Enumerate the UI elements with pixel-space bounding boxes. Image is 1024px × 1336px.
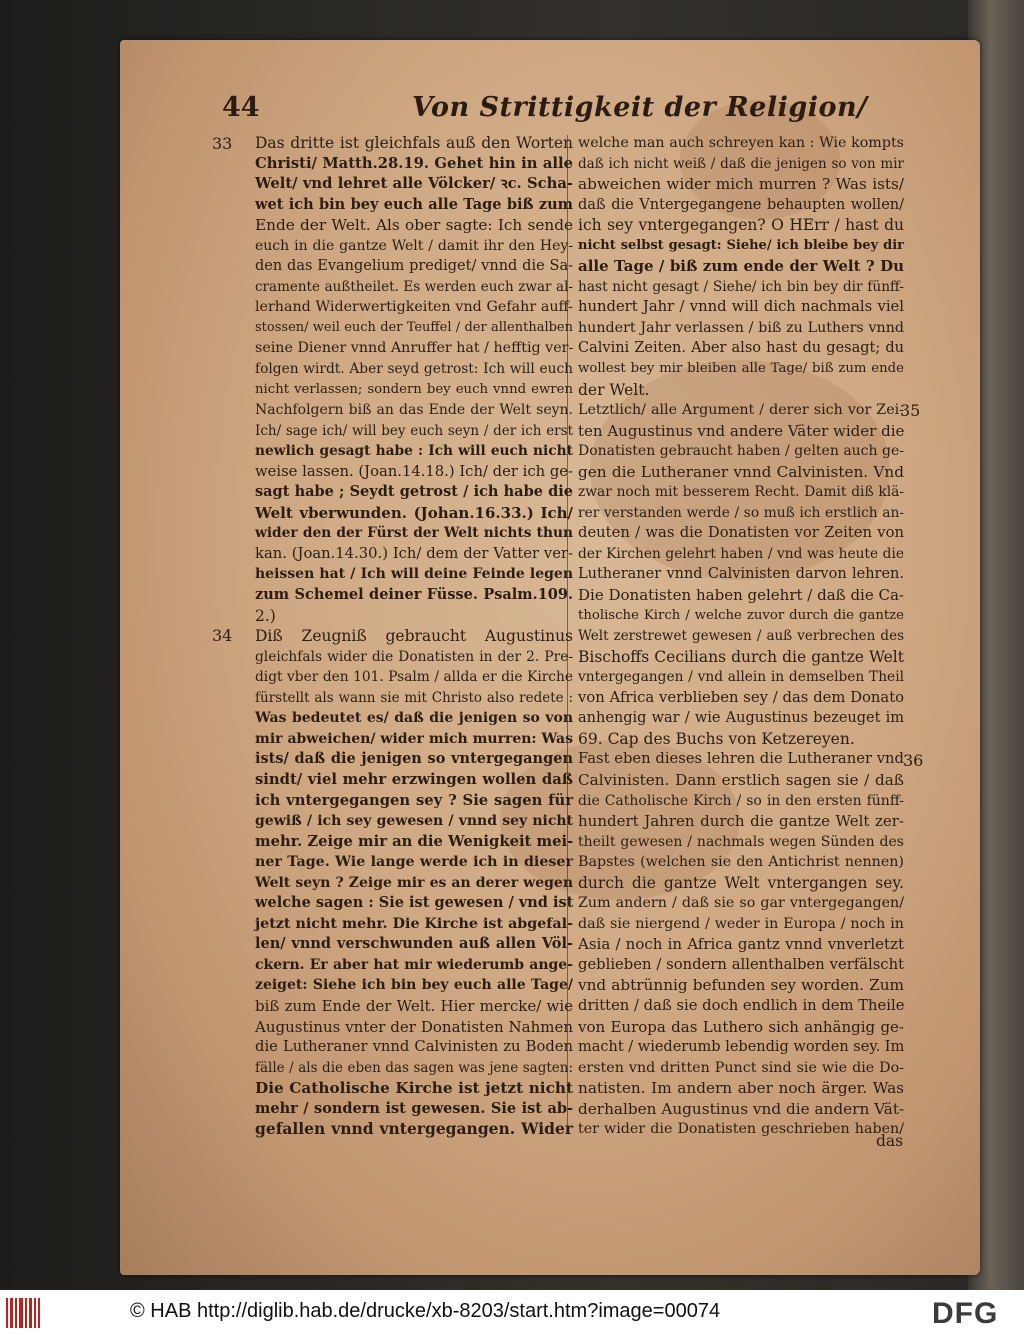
text-line: jetzt nicht mehr. Die Kirche ist abgefal- — [255, 915, 573, 932]
text-line: macht / wiederumb lebendig worden sey. Im — [578, 1039, 905, 1056]
text-line: abweichen wider mich murren ? Was ists/ — [578, 175, 904, 194]
text-line: welche sagen : Sie ist gewesen / vnd ist — [255, 894, 574, 912]
text-line: folgen wirdt. Aber seyd getrost: Ich will euch — [255, 361, 573, 378]
text-line: dritten / daß sie doch endlich in dem Theile — [578, 996, 905, 1014]
margin-number: 36 — [903, 751, 924, 770]
text-line: Nachfolgern biß an das Ende der Welt seyn. — [255, 402, 573, 419]
text-line: len/ vnnd verschwunden auß allen Völ- — [255, 935, 573, 953]
text-line: derhalben Augustinus vnd die andern Vät- — [578, 1099, 905, 1118]
text-line: hundert Jahr verlassen / biß zu Luthers vnnd — [578, 319, 904, 336]
text-line: Welt zerstrewet gewesen / auß verbrechen des — [578, 628, 904, 645]
text-line: deuten / was die Donatisten vor Zeiten von — [578, 524, 904, 542]
text-line: mehr. Zeige mir an die Wenigkeit mei- — [255, 832, 574, 850]
text-line: theilt gewesen / nachmals wegen Sünden des — [578, 833, 904, 850]
text-line: Calvini Zeiten. Aber also hast du gesagt; du — [578, 340, 904, 357]
text-line: ersten vnd dritten Punct sind sie wie die Do- — [578, 1059, 904, 1076]
text-line: natisten. Im andern aber noch ärger. Was — [578, 1079, 904, 1098]
text-line: gleichfals wider die Donatisten in der 2. Pre- — [255, 648, 573, 665]
text-line: ckern. Er aber hat mir wiederumb ange- — [255, 956, 573, 973]
left-text-column — [255, 133, 573, 1140]
text-line: hundert Jahren durch die gantze Welt zer- — [578, 812, 904, 831]
text-line: hundert Jahr / vnnd will dich nachmals viel — [578, 298, 904, 316]
text-line: Calvinisten. Dann erstlich sagen sie / daß — [578, 770, 904, 789]
text-line: nicht selbst gesagt: Siehe/ ich bleibe bey dir — [578, 237, 904, 253]
catchword: das — [876, 1132, 904, 1150]
text-line: stossen/ weil euch der Teuffel / der allenthalben — [255, 319, 573, 335]
text-line: digt vber den 101. Psalm / allda er die Kirche — [255, 669, 573, 686]
text-line: cramente außtheilet. Es werden euch zwar al- — [255, 278, 573, 295]
text-line: heissen hat / Ich will deine Feinde legen — [255, 566, 573, 583]
text-line: seine Diener vnnd Anruffer hat / hefftig ver- — [255, 340, 574, 357]
text-line: ists/ daß die jenigen so vntergegangen — [255, 750, 573, 768]
text-line: mehr / sondern ist gewesen. Sie ist ab- — [255, 1099, 573, 1117]
margin-number: 33 — [212, 134, 233, 153]
text-line: mir abweichen/ wider mich murren: Was — [255, 730, 573, 747]
margin-number: 35 — [900, 401, 921, 420]
text-line: rer verstanden werde / so muß ich erstlich an- — [578, 504, 904, 521]
text-line: der Kirchen gelehrt haben / vnd was heute die — [578, 545, 904, 562]
text-line: Bischoffs Cecilians durch die gantze Welt — [578, 647, 904, 666]
text-line: Lutheraner vnnd Calvinisten darvon lehren. — [578, 566, 904, 583]
text-line: alle Tage / biß zum ende der Welt ? Du — [578, 257, 904, 276]
text-line: vntergegangen / vnd allein in demselben Theil — [578, 669, 904, 686]
text-line: welche man auch schreyen kan : Wie kompts — [578, 135, 904, 151]
text-line: lerhand Widerwertigkeiten vnd Gefahr auff- — [255, 299, 573, 316]
text-line: anhengig war / wie Augustinus bezeuget im — [578, 710, 904, 727]
text-line: ter wider die Donatisten geschrieben haben/ — [578, 1121, 904, 1138]
text-line: Letztlich/ alle Argument / derer sich vor Zei- — [578, 402, 904, 419]
footer-bar — [0, 1290, 1024, 1336]
text-line: euch in die gantze Welt / damit ihr den Hey- — [255, 237, 573, 254]
text-line: zwar noch mit besserem Recht. Damit diß klä- — [578, 484, 904, 501]
text-line: gewiß / ich sey gewesen / vnnd sey nicht — [255, 813, 573, 830]
text-line: zum Schemel deiner Füsse. Psalm.109. — [255, 586, 573, 604]
page-header — [222, 92, 922, 132]
text-line: Welt seyn ? Zeige mir es an derer wegen — [255, 874, 573, 891]
text-line: weise lassen. (Joan.14.18.) Ich/ der ich ge- — [255, 462, 573, 480]
text-line: daß sie niergend / weder in Europa / noch in — [578, 915, 904, 932]
text-line: Asia / noch in Africa gantz vnnd vnverletzt — [578, 935, 904, 954]
text-line: Fast eben dieses lehren die Lutheraner vnd — [578, 750, 904, 768]
text-line: den das Evangelium prediget/ vnnd die Sa- — [255, 258, 573, 275]
text-line: daß ich nicht weiß / daß die jenigen so von mir — [578, 155, 904, 172]
text-line: wet ich bin bey euch alle Tage biß zum — [255, 195, 573, 213]
text-line: hast nicht gesagt / Siehe/ ich bin bey dir fünff- — [578, 278, 904, 295]
text-line: Christi/ Matth.28.19. Gehet hin in alle — [255, 154, 573, 172]
text-line: die Lutheraner vnnd Calvinisten zu Boden — [255, 1038, 573, 1056]
text-line: fälle / als die eben das sagen was jene sagten: — [255, 1059, 573, 1076]
text-line: Augustinus vnter der Donatisten Nahmen — [255, 1017, 573, 1036]
text-line: Bapstes (welchen sie den Antichrist nennen) — [578, 854, 904, 871]
text-line: Die Donatisten haben gelehrt / daß die Ca- — [578, 586, 904, 605]
text-line: die Catholische Kirch / so in den ersten fünff- — [578, 792, 904, 809]
text-line: von Europa das Luthero sich anhängig ge- — [578, 1017, 904, 1036]
text-line: wider den der Fürst der Welt nichts thun — [255, 525, 573, 542]
barcode-icon — [6, 1298, 40, 1328]
text-line: fürstellt als wann sie mit Christo also redete : — [255, 689, 573, 706]
text-line: Donatisten gebraucht haben / gelten auch ge- — [578, 443, 904, 460]
text-line: biß zum Ende der Welt. Hier mercke/ wie — [255, 996, 573, 1015]
right-text-column — [578, 133, 904, 1140]
text-line: wollest bey mir bleiben alle Tage/ biß zum ende — [578, 361, 904, 377]
text-line: geblieben / sondern allenthalben verfälscht — [578, 955, 904, 973]
text-line: von Africa verblieben sey / das dem Donato — [578, 688, 904, 706]
dfg-logo: DFG — [932, 1297, 999, 1330]
text-line: ich vntergegangen sey ? Sie sagen für — [255, 791, 573, 809]
text-line: nicht verlassen; sondern bey euch vnnd ewren — [255, 381, 573, 397]
text-line: Welt vberwunden. (Johan.16.33.) Ich/ — [255, 503, 573, 522]
text-line: vnd abtrünnig befunden sey worden. Zum — [578, 976, 904, 995]
text-line: der Welt. — [578, 380, 650, 399]
text-line: Das dritte ist gleichfals auß den Worten — [255, 134, 573, 152]
text-line: newlich gesagt habe : Ich will euch nicht — [255, 443, 573, 460]
text-line: gefallen vnnd vntergegangen. Wider — [255, 1119, 573, 1139]
margin-number: 34 — [212, 626, 233, 645]
copyright-url-text: © HAB http://diglib.hab.de/drucke/xb-8203/start.htm?image=00074 — [130, 1300, 721, 1322]
text-line: durch die gantze Welt vntergangen sey. — [578, 873, 904, 892]
text-line: Ich/ sage ich/ will bey euch seyn / der ich erst — [255, 422, 573, 439]
text-line: Welt/ vnd lehret alle Völcker/ ꝛc. Scha- — [255, 175, 573, 193]
text-line: tholische Kirch / welche zuvor durch die gantze — [578, 607, 904, 623]
text-line: Was bedeutet es/ daß die jenigen so von — [255, 710, 573, 727]
text-line: 69. Cap des Buchs von Ketzereyen. — [578, 729, 855, 748]
text-line: Die Catholische Kirche ist jetzt nicht — [255, 1079, 573, 1098]
text-line: Ende der Welt. Als ober sagte: Ich sende — [255, 216, 573, 235]
text-line: sagt habe ; Seydt getrost / ich habe die — [255, 483, 573, 501]
text-line: Zum andern / daß sie so gar vntergegangen/ — [578, 895, 904, 912]
text-line: ner Tage. Wie lange werde ich in dieser — [255, 854, 573, 871]
text-line: zeiget: Siehe ich bin bey euch alle Tage/ — [255, 977, 573, 994]
text-line: Diß Zeugniß gebraucht Augustinus — [255, 627, 573, 646]
text-line: sindt/ viel mehr erzwingen wollen daß — [255, 770, 573, 788]
running-title: Von Strittigkeit der Religion/ — [412, 92, 868, 123]
text-line: ich sey vntergegangen? O HErr / hast du — [578, 216, 904, 235]
text-line: gen die Lutheraner vnnd Calvinisten. Vnd — [578, 462, 904, 481]
text-line: ten Augustinus vnd andere Väter wider die — [578, 421, 905, 440]
text-line: kan. (Joan.14.30.) Ich/ dem der Vatter ver- — [255, 544, 573, 562]
text-line: daß die Vntergegangene behaupten wollen/ — [578, 196, 904, 213]
page-number: 44 — [222, 92, 260, 123]
text-line: 2.) — [255, 606, 276, 625]
